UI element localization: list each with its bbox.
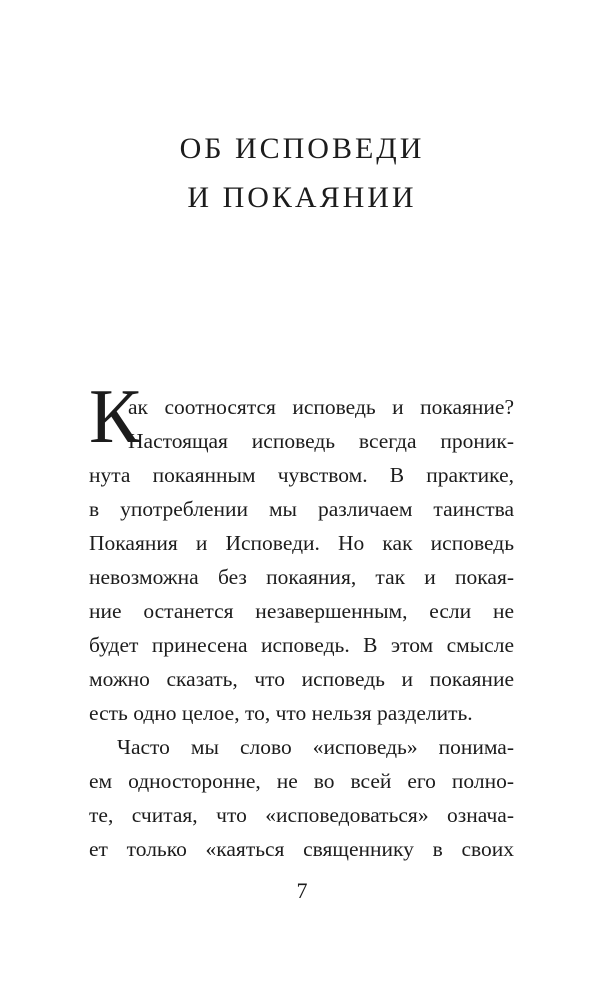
text-line: можно сказать, что исповедь и покаяние (89, 667, 514, 691)
text-line: Покаяния и Исповеди. Но как исповедь (89, 531, 514, 555)
drop-cap: К (89, 373, 141, 459)
text-line: нута покаянным чувством. В практике, (89, 463, 514, 487)
text-line: невозможна без покаяния, так и покая- (89, 565, 514, 589)
text-line: будет принесена исповедь. В этом смысле (89, 633, 514, 657)
text-line: ние останется незавершенным, если не (89, 599, 514, 623)
text-line: в употреблении мы различаем таинства (89, 497, 514, 521)
text-line: Часто мы слово «исповедь» понима- (117, 735, 514, 759)
text-line: ет только «каяться священнику в своих (89, 837, 514, 861)
text-line: ак соотносятся исповедь и покаяние? (128, 395, 514, 419)
text-line: те, считая, что «исповедоваться» означа- (89, 803, 514, 827)
page-number: 7 (296, 878, 308, 903)
text-line: ем односторонне, не во всей его полно- (89, 769, 514, 793)
chapter-title-line-1: ОБ ИСПОВЕДИ (179, 132, 425, 165)
chapter-title-line-2: И ПОКАЯНИИ (187, 181, 417, 214)
text-line: Настоящая исповедь всегда проник- (128, 429, 514, 453)
text-line: есть одно целое, то, что нельзя разделить. (89, 701, 473, 725)
